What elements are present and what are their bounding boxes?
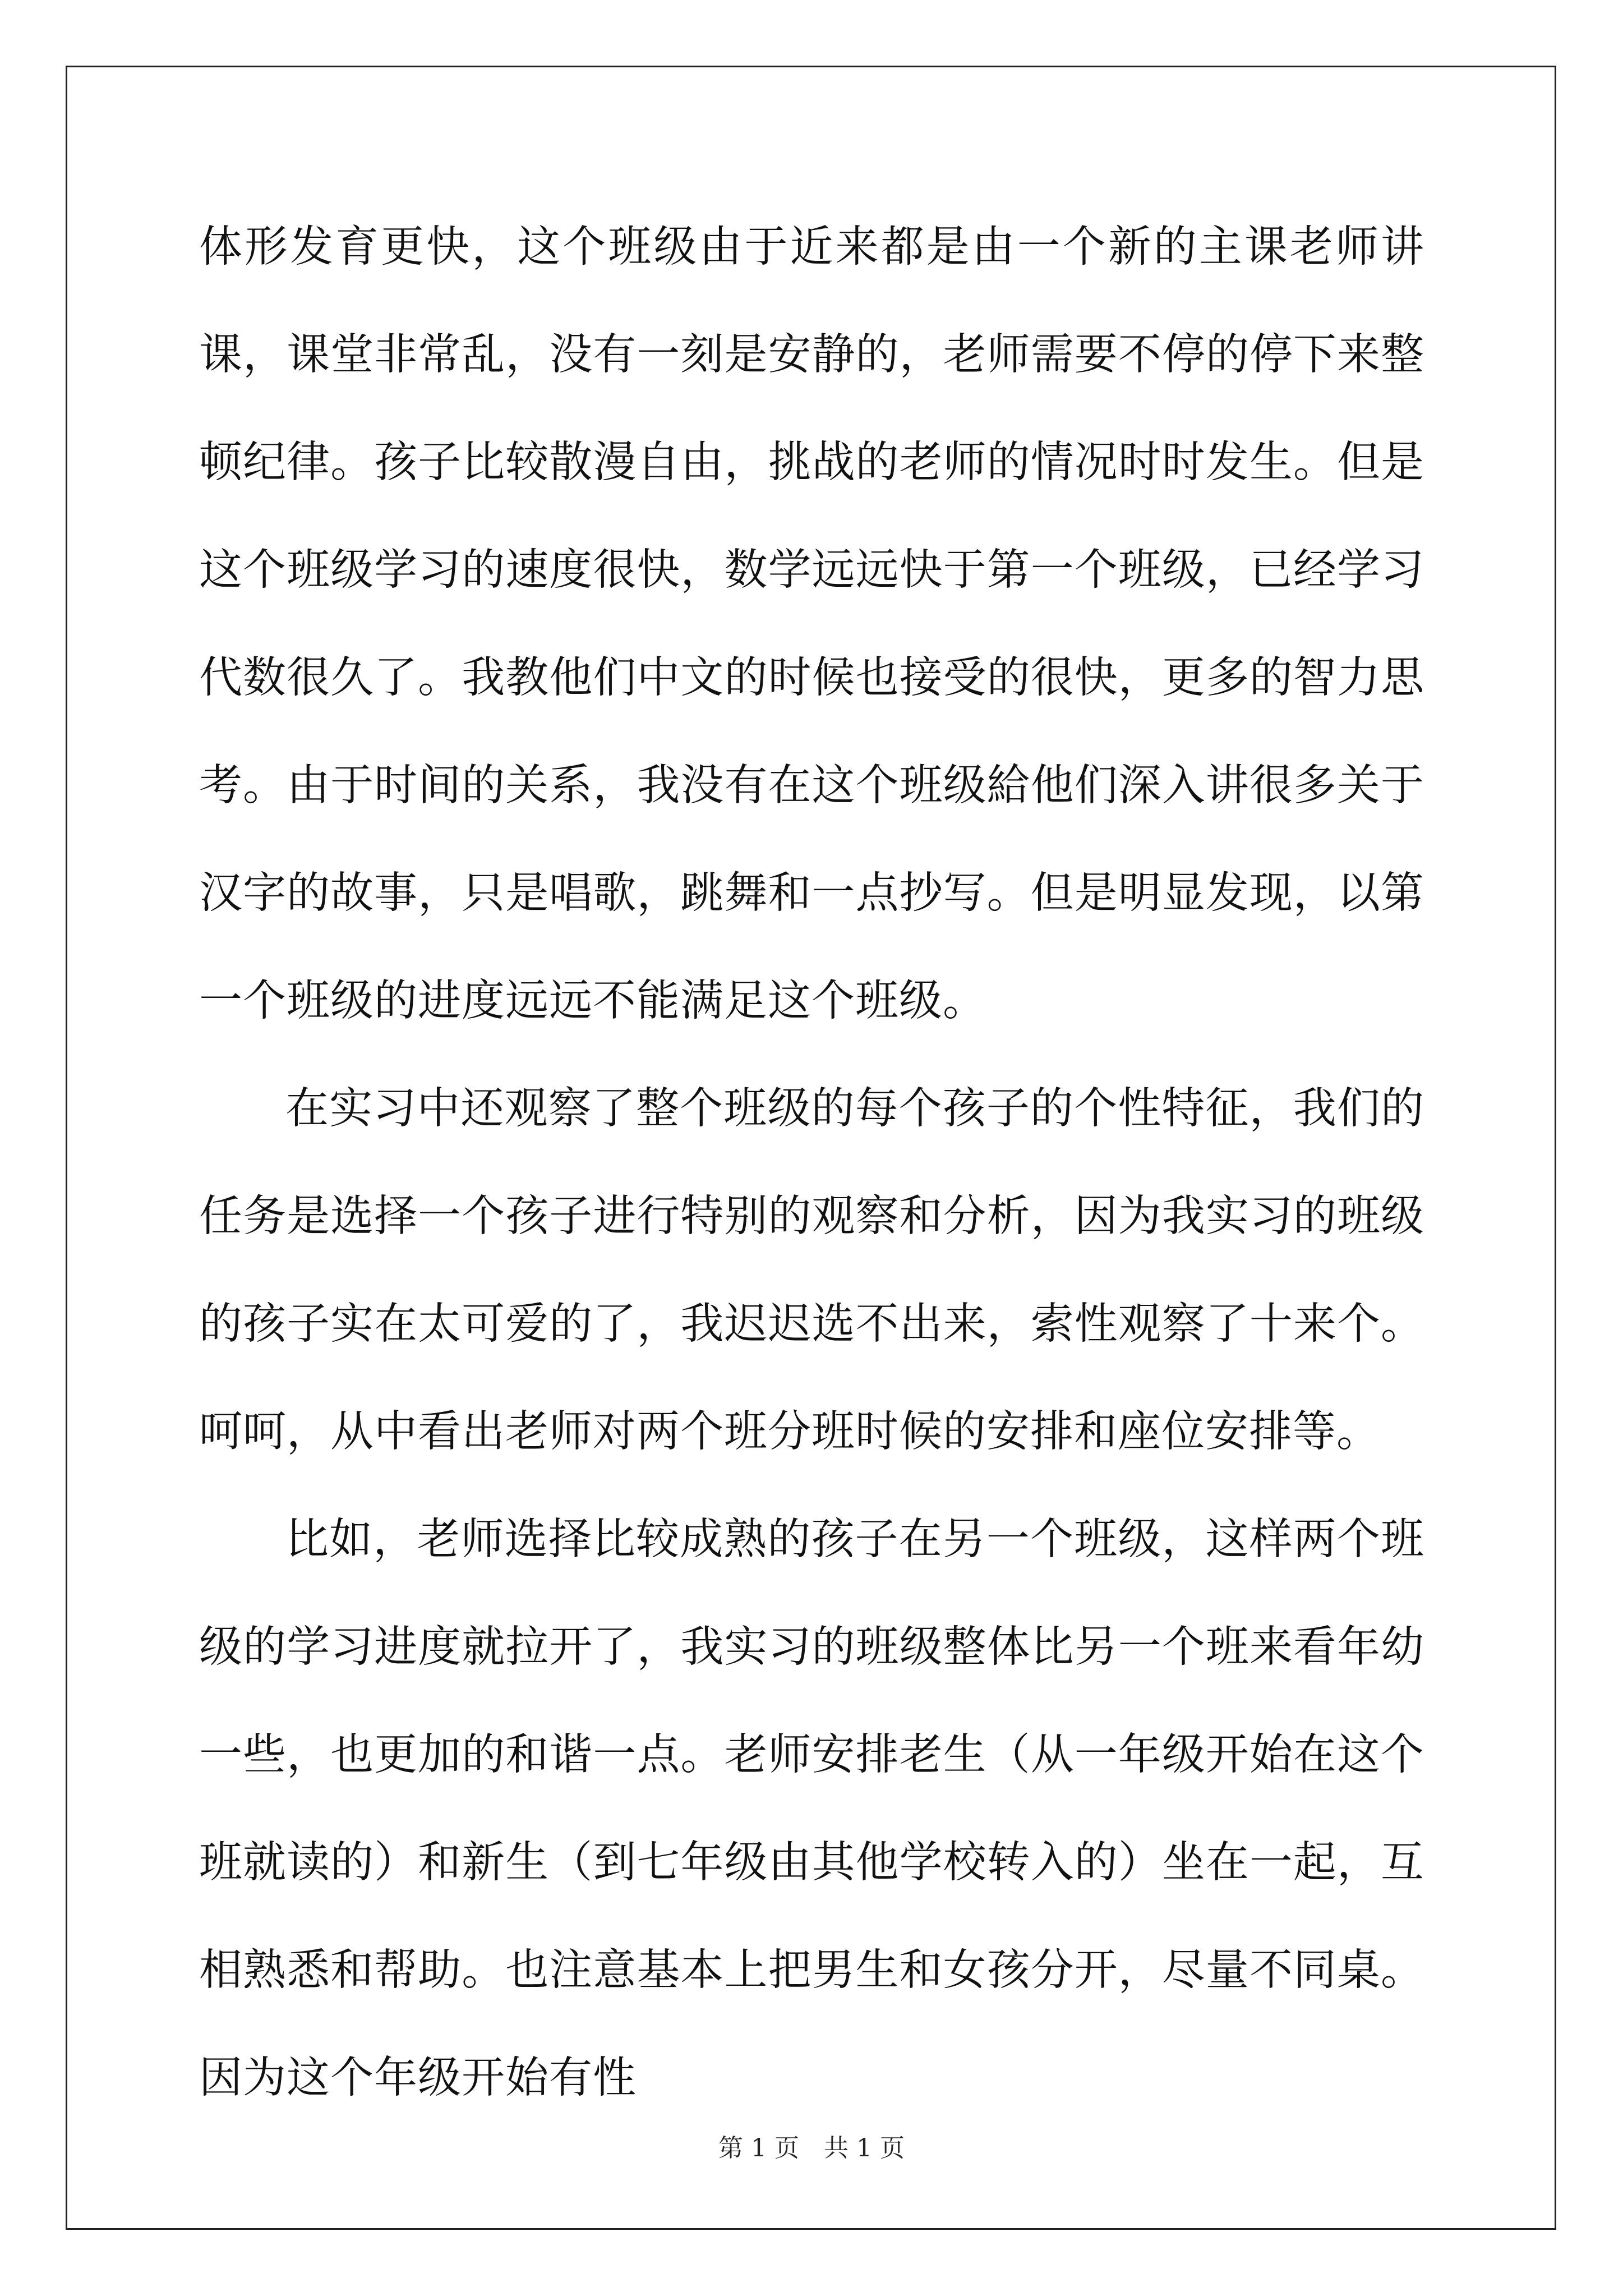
paragraph-2: 在实习中还观察了整个班级的每个孩子的个性特征，我们的任务是选择一个孩子进行特别的观察和分析，因为我实习的班级的孩子实在太可爱的了，我迟迟选不出来，索性观察了十来个。呵呵，从中看出老师对两个班分班时候的安排和座位安排等。 (199, 1084, 1424, 1457)
paragraph-3: 比如，老师选择比较成熟的孩子在另一个班级，这样两个班级的学习进度就拉开了，我实习的班级整体比另一个班来看年幼一些，也更加的和谐一点。老师安排老生（从一年级开始在这个班就读的）和新生（到七年级由其他学校转入的）坐在一起，互相熟悉和帮助。也注意基本上把男生和女孩分开，尽量不同桌。因为这个年级开始有性 (199, 1515, 1424, 2103)
page-total: 共 1 页 (824, 2134, 905, 2162)
document-body (199, 194, 1424, 2132)
paragraph-1: 体形发育更快，这个班级由于近来都是由一个新的主课老师讲课，课堂非常乱，没有一刻是安静的，老师需要不停的停下来整顿纪律。孩子比较散漫自由，挑战的老师的情况时时发生。但是这个班级学习的速度很快，数学远远快于第一个班级，已经学习代数很久了。我教他们中文的时候也接受的很快，更多的智力思考。由于时间的关系，我没有在这个班级給他们深入讲很多关于汉字的故事，只是唱歌，跳舞和一点抄写。但是明显发现，以第一个班级的进度远远不能满足这个班级。 (199, 222, 1424, 1026)
page-number: 第 1 页 (718, 2134, 799, 2162)
page-footer (0, 2132, 1623, 2165)
